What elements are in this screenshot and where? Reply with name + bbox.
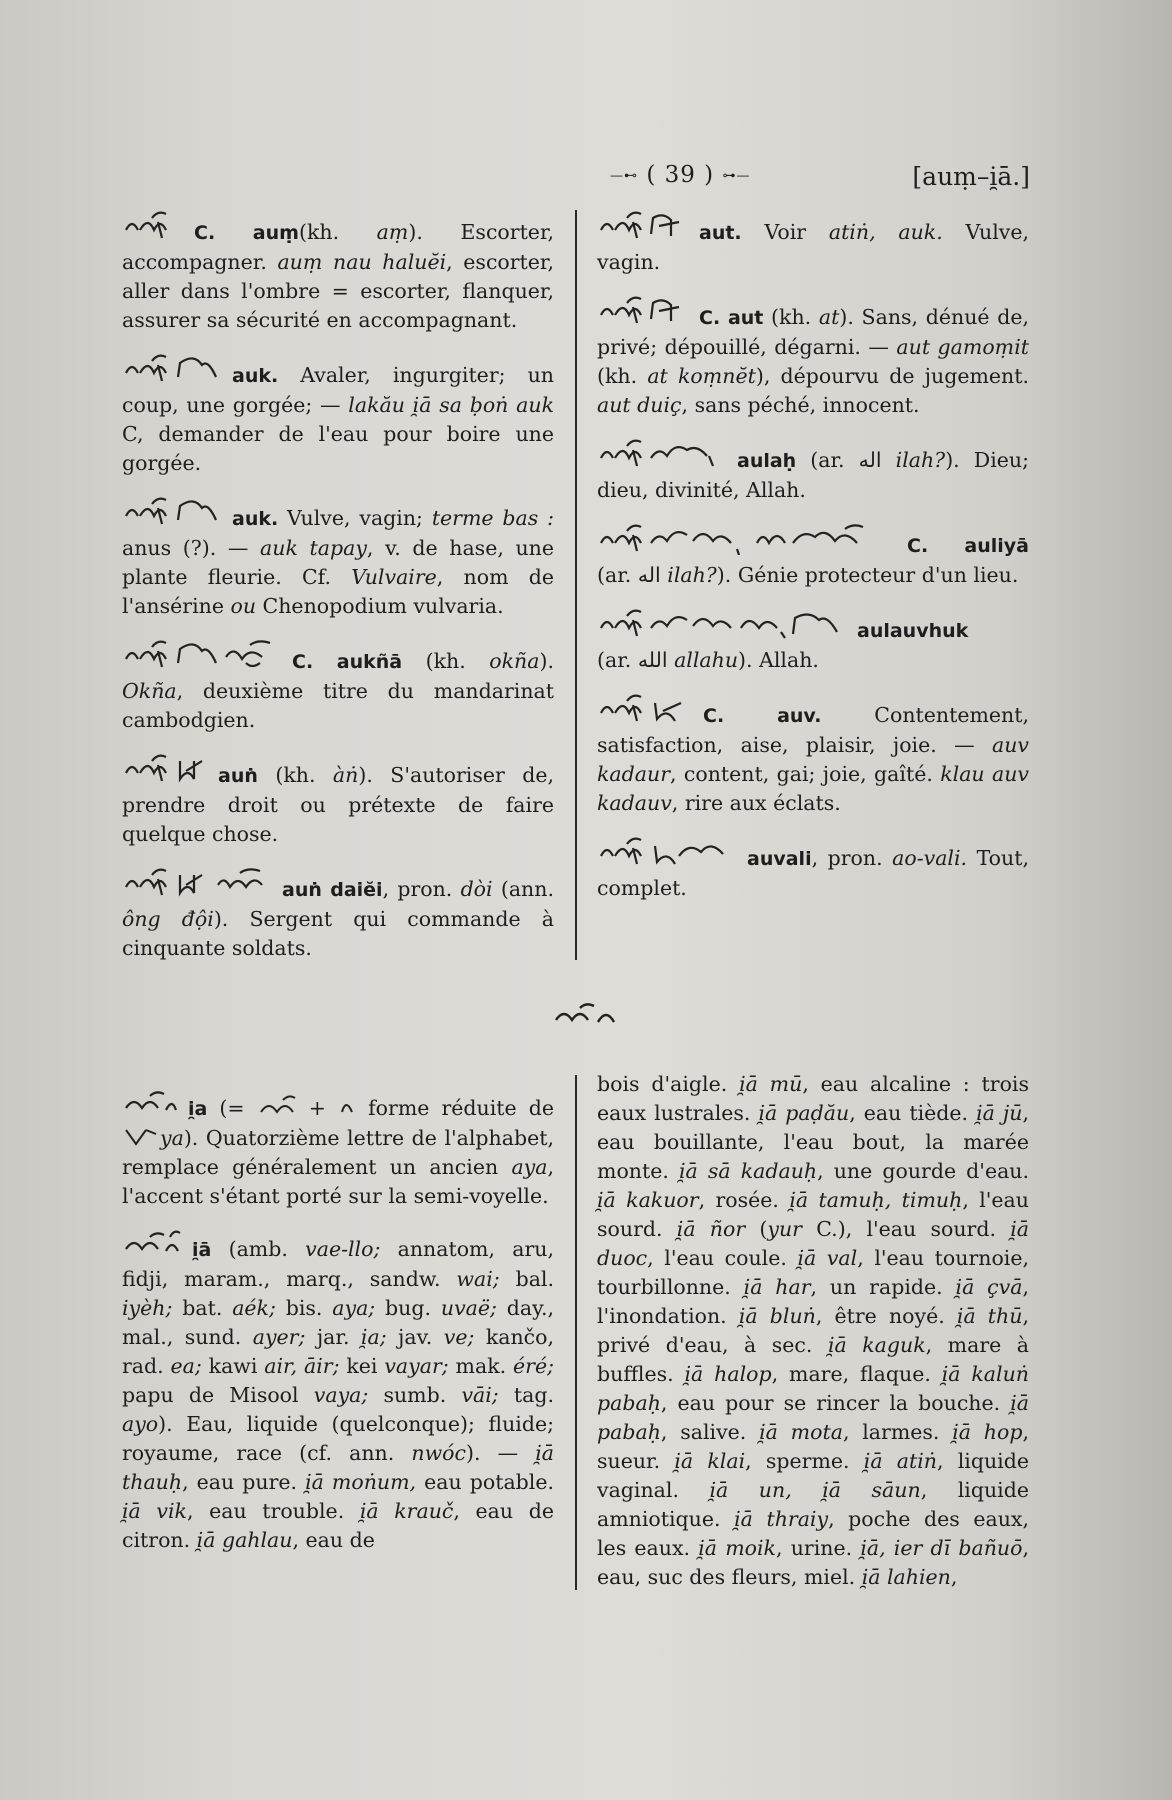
- entry-auk-1: [122, 351, 554, 478]
- cham-script-glyph: [122, 751, 208, 785]
- entry-italic: auv kadaur: [597, 733, 1029, 786]
- entry-italic: vaya;: [313, 1383, 369, 1407]
- entry-text: , rire aux éclats.: [671, 791, 841, 815]
- entry-italic: i̯ā hop: [952, 1420, 1023, 1444]
- entry-text: ). S'autoriser de, prendre droit ou prétexte de faire quelque chose.: [122, 763, 555, 846]
- entry-text: Tout, complet.: [597, 846, 1029, 900]
- entry-italic: i̯ā har: [743, 1275, 811, 1299]
- entry-text: bat.: [172, 1296, 233, 1320]
- entry-text: ). Génie protecteur d'un lieu.: [716, 563, 1019, 587]
- entry-italic: auṃ nau haluĕi: [277, 250, 447, 274]
- ornament-left: —⊷: [610, 168, 638, 184]
- entry-auv: [597, 691, 1029, 818]
- cham-script-glyph: [597, 834, 737, 868]
- page-number: [610, 162, 750, 188]
- entry-text: , eau trouble.: [186, 1499, 360, 1523]
- entry-text: mak.: [448, 1354, 514, 1378]
- headword: aulauvhuk: [857, 620, 969, 642]
- entry-italic: i̯ā duoc: [597, 1217, 1029, 1270]
- entry-text: ). Escorter, accompagner.: [122, 220, 555, 274]
- entry-text: bis.: [275, 1296, 333, 1320]
- cham-script-glyph: [597, 606, 847, 640]
- arabic-word: اله: [637, 563, 661, 587]
- headword: aut.: [699, 222, 742, 244]
- cham-script-glyph: [257, 1094, 297, 1118]
- ornament-right: ⊶—: [722, 168, 751, 184]
- entry-text: , eau bouillante, l'eau bout, la marée monte.: [597, 1101, 1030, 1183]
- entry-italic: i̯ā lahien: [861, 1565, 951, 1589]
- entry-text: Vulve, vagin;: [278, 506, 432, 530]
- entry-text: annatom, aru, fidji, maram., marq., sandw.: [122, 1237, 554, 1291]
- entry-italic: vāi;: [461, 1383, 499, 1407]
- entry-text: , salive.: [660, 1420, 760, 1444]
- entry-text: , sperme.: [745, 1449, 864, 1473]
- entry-italic: Okña: [122, 679, 177, 703]
- entry-text: ). Sergent qui commande à cinquante soldats.: [122, 907, 554, 960]
- entry-text: , rosée.: [698, 1188, 790, 1212]
- entry-text: anus (?). —: [122, 536, 261, 560]
- entry-text: , une gourde d'eau.: [817, 1159, 1030, 1183]
- entry-text: (kh.: [402, 649, 490, 673]
- cham-script-glyph: [597, 208, 689, 242]
- entry-italic: i̯ā pabaḥ: [597, 1391, 1029, 1444]
- headword: C. auliyā: [907, 535, 1029, 557]
- entry-text: ), dépourvu de jugement.: [755, 364, 1029, 388]
- entry-italic: i̯a;: [360, 1325, 387, 1349]
- entry-italic: vayar;: [384, 1354, 449, 1378]
- entry-ia: [122, 1088, 554, 1211]
- entry-italic: i̯ā thraiy: [734, 1507, 829, 1531]
- entry-text: , eau pure.: [182, 1470, 306, 1494]
- entry-italic: aya: [511, 1155, 548, 1179]
- entry-text: (kh.: [597, 364, 648, 388]
- entry-text: , larmes.: [842, 1420, 953, 1444]
- headword: i̯a: [188, 1098, 208, 1120]
- cham-script-glyph: [597, 436, 727, 470]
- entry-text: , l'eau sourd.: [597, 1188, 1029, 1241]
- headword: auṅ: [218, 765, 258, 787]
- entry-text: kawi: [201, 1354, 265, 1378]
- entry-italic: air, āir;: [264, 1354, 340, 1378]
- entry-text: (kh.: [763, 305, 819, 329]
- entry-text: , v. de hase, une plante fleurie. Cf.: [122, 536, 555, 589]
- entry-italic: ilah?: [660, 563, 717, 587]
- headword: i̯ā: [192, 1239, 212, 1261]
- entry-auk-2: [122, 494, 554, 621]
- entry-text: , mare, flaque.: [771, 1362, 942, 1386]
- entry-italic: uvaë;: [440, 1296, 497, 1320]
- entry-text: , pron.: [382, 877, 461, 901]
- entry-auliya: [597, 521, 1029, 590]
- entry-iaa: [122, 1227, 554, 1555]
- entry-italic: i̯ā, ier dī bañuō: [860, 1536, 1023, 1560]
- cham-script-glyph: [122, 351, 222, 385]
- entry-italic: i̯ā kaluṅ pabaḥ: [597, 1362, 1029, 1415]
- entry-text: , l'inondation.: [597, 1275, 1029, 1328]
- entry-italic: yur: [767, 1217, 802, 1241]
- entry-text: papu de Misool: [122, 1383, 314, 1407]
- cham-script-glyph: [597, 691, 693, 725]
- entry-text: forme réduite de: [356, 1096, 554, 1120]
- cham-script-glyph: [338, 1094, 356, 1118]
- entry-text: , eau pour se rincer la bouche.: [660, 1391, 1011, 1415]
- page-number-text: ( 39 ): [646, 162, 715, 188]
- entry-italic: at koṃnĕt: [647, 364, 756, 388]
- headword: aulaḥ: [737, 450, 797, 472]
- entry-italic: i̯ā moṅum,: [305, 1470, 417, 1494]
- entry-italic: i̯ā mū: [739, 1072, 803, 1096]
- entry-text: (=: [207, 1096, 257, 1120]
- entry-italic: okña: [489, 649, 540, 673]
- entry-text: jar.: [305, 1325, 361, 1349]
- entry-text: Avaler, ingurgiter; un coup, une gorgée; —: [122, 363, 554, 417]
- entry-italic: iyèh;: [122, 1296, 173, 1320]
- arabic-word: الله: [637, 648, 668, 672]
- entry-text: , liquide amniotique.: [597, 1478, 1029, 1531]
- entry-text: , sueur.: [597, 1420, 1030, 1473]
- cham-script-glyph: [122, 1088, 178, 1118]
- entry-text: , sans péché, innocent.: [681, 393, 920, 417]
- entry-text: ,: [950, 1565, 958, 1589]
- entry-italic: i̯ā klai: [674, 1449, 746, 1473]
- cham-script-glyph: [122, 865, 272, 899]
- entry-italic: àṅ: [332, 763, 359, 787]
- entry-italic: Vulvaire: [351, 565, 437, 589]
- entry-italic: lakău i̯ā sa ḅoṅ auk: [348, 393, 554, 417]
- entry-italic: éré;: [513, 1354, 554, 1378]
- entry-italic: i̯ā val: [797, 1246, 858, 1270]
- entry-aut-2: [597, 293, 1029, 420]
- entry-text: (ar.: [597, 563, 638, 587]
- entry-italic: aék;: [232, 1296, 276, 1320]
- entry-italic: ông đội: [122, 907, 214, 931]
- entry-italic: ea;: [170, 1354, 202, 1378]
- entry-italic: aut gamoṃit: [896, 335, 1029, 359]
- entry-italic: i̯ā çvā: [955, 1275, 1023, 1299]
- entry-text: Chenopodium vulvaria.: [256, 594, 504, 618]
- entry-italic: ao-vali.: [892, 846, 968, 870]
- entry-text: (kh.: [257, 763, 333, 787]
- entry-text: (ar.: [796, 448, 859, 472]
- entry-text: Vulve, vagin.: [597, 220, 1029, 274]
- entry-text: day., mal., sund.: [122, 1296, 555, 1349]
- entry-italic: i̯ā paḍău: [758, 1101, 850, 1125]
- entry-italic: ve;: [443, 1325, 475, 1349]
- entry-text: , être noyé.: [815, 1304, 957, 1328]
- headword: C. auṃ: [194, 222, 299, 244]
- entry-italic: atiṅ, auk.: [828, 220, 943, 244]
- entry-text: , urine.: [775, 1536, 861, 1560]
- entry-iaa-continued: [597, 1070, 1029, 1592]
- left-column: [122, 208, 554, 979]
- cham-script-glyph: [122, 637, 282, 671]
- entry-text: , mare à buffles.: [597, 1333, 1029, 1386]
- entry-italic: at: [818, 305, 840, 329]
- entry-text: , pron.: [811, 846, 893, 870]
- entry-text: eau potable.: [416, 1470, 554, 1494]
- entry-text: , eau de: [292, 1528, 375, 1552]
- entry-aun-daiei: [122, 865, 554, 963]
- section-letter-glyph: [552, 1000, 620, 1034]
- entry-text: bois d'aigle.: [597, 1072, 740, 1096]
- entry-italic: klau auv kadauv: [597, 762, 1029, 815]
- entry-aut-1: [597, 208, 1029, 277]
- entry-text: kei: [339, 1354, 385, 1378]
- entry-italic: ayer;: [252, 1325, 306, 1349]
- cham-script-glyph: [597, 293, 689, 327]
- headword: C. aukñā: [292, 651, 403, 673]
- cham-script-glyph: [122, 1124, 160, 1148]
- entry-italic: i̯ā ñor: [676, 1217, 746, 1241]
- page-header: [120, 162, 1040, 202]
- entry-italic: i̯ā kakuor: [597, 1188, 699, 1212]
- entry-italic: i̯ā krauč: [359, 1499, 454, 1523]
- entry-text: (ann.: [492, 877, 554, 901]
- bottom-left-column: [122, 1088, 554, 1571]
- entry-text: ). Allah.: [738, 648, 819, 672]
- entry-text: ). —: [465, 1441, 536, 1465]
- column-rule-bottom: [575, 1075, 577, 1590]
- entry-italic: i̯ā thauḥ: [122, 1441, 554, 1494]
- cham-script-glyph: [597, 521, 897, 555]
- entry-italic: i̯ā vik: [122, 1499, 187, 1523]
- entry-italic: i̯ā atiṅ: [863, 1449, 937, 1473]
- entry-text: +: [296, 1096, 339, 1120]
- entry-text: , liquide vaginal.: [597, 1449, 1029, 1502]
- entry-text: tag.: [498, 1383, 554, 1407]
- entry-text: ).: [539, 649, 554, 673]
- entry-italic: i̯ā kaguk: [827, 1333, 926, 1357]
- entry-text: , l'accent s'étant porté sur la semi-voyelle.: [122, 1155, 554, 1208]
- entry-italic: i̯ā jū: [976, 1101, 1023, 1125]
- entry-italic: terme bas :: [431, 506, 555, 530]
- entry-text: , privé d'eau, à sec.: [597, 1304, 1029, 1357]
- entry-text: , l'eau coule.: [647, 1246, 798, 1270]
- entry-italic: i̯ā gahlau: [196, 1528, 293, 1552]
- entry-text: , nom de l'ansérine: [122, 565, 554, 618]
- right-column: [597, 208, 1029, 919]
- entry-italic: i̯ā un, i̯ā sāun: [709, 1478, 921, 1502]
- entry-italic: vae-llo;: [305, 1237, 381, 1261]
- entry-text: (amb.: [211, 1237, 306, 1261]
- entry-text: , un rapide.: [810, 1275, 956, 1299]
- entry-italic: i̯ā halop: [684, 1362, 772, 1386]
- entry-text: (ar.: [597, 648, 638, 672]
- entry-italic: auk tapay: [260, 536, 367, 560]
- entry-italic: i̯ā mota: [759, 1420, 843, 1444]
- entry-text: C.), l'eau sourd.: [801, 1217, 1011, 1241]
- cham-script-glyph: [122, 1227, 182, 1259]
- headword: auk.: [232, 508, 279, 530]
- entry-text: , content, gai; joie, gaîté.: [670, 762, 941, 786]
- entry-text: ). Dieu; dieu, divinité, Allah.: [597, 448, 1030, 502]
- entry-text: ). Sans, dénué de, privé; dépouillé, dégarni. —: [597, 305, 1029, 359]
- cham-script-glyph: [122, 494, 222, 528]
- entry-aulah: [597, 436, 1029, 505]
- entry-text: (: [745, 1217, 768, 1241]
- entry-italic: allahu: [667, 648, 739, 672]
- entry-italic: aut duiç: [597, 393, 682, 417]
- arabic-word: اله: [858, 448, 882, 472]
- entry-text: bal.: [499, 1267, 555, 1291]
- entry-text: (kh.: [298, 220, 377, 244]
- entry-italic: ou: [230, 594, 257, 618]
- headword: auvali: [747, 848, 812, 870]
- entry-text: , l'eau tournoie, tourbillonne.: [597, 1246, 1029, 1299]
- headword: auk.: [232, 365, 279, 387]
- entry-text: , eau de citron.: [122, 1499, 554, 1552]
- column-rule-top: [575, 210, 577, 960]
- entry-italic: ayo: [122, 1412, 159, 1436]
- entry-text: sumb.: [368, 1383, 462, 1407]
- entry-text: , eau, suc des fleurs, miel.: [597, 1536, 1029, 1589]
- entry-italic: ya: [160, 1126, 184, 1150]
- entry-text: kančo, rad.: [122, 1325, 555, 1378]
- entry-italic: i̯ā tamuḥ, timuḥ: [789, 1188, 963, 1212]
- headword: C. auv.: [703, 705, 822, 727]
- entry-italic: i̯ā bluṅ: [738, 1304, 816, 1328]
- headword: auṅ daiĕi: [282, 879, 383, 901]
- entry-italic: wai;: [456, 1267, 500, 1291]
- entry-italic: i̯ā moik: [698, 1536, 776, 1560]
- entry-italic: i̯ā thū: [956, 1304, 1023, 1328]
- entry-aulauvhuk: [597, 606, 1029, 675]
- entry-italic: aṃ: [376, 220, 409, 244]
- entry-aukna: [122, 637, 554, 735]
- entry-text: , deuxième titre du mandarinat cambodgien.: [122, 679, 554, 732]
- entry-italic: dòi: [460, 877, 493, 901]
- entry-text: , eau alcaline : trois eaux lustrales.: [597, 1072, 1029, 1125]
- entry-italic: ilah?: [881, 448, 946, 472]
- entry-auvali: [597, 834, 1029, 903]
- entry-text: C, demander de l'eau pour boire une gorgée.: [122, 422, 554, 475]
- entry-italic: nwóc: [411, 1441, 466, 1465]
- entry-text: jav.: [386, 1325, 444, 1349]
- cham-script-glyph: [122, 208, 184, 242]
- headword: C. aut: [699, 307, 764, 329]
- entry-text: , escorter, aller dans l'ombre = escorter, flanquer, assurer sa sécurité en accompagnant.: [122, 250, 554, 332]
- entry-text: , eau tiède.: [849, 1101, 977, 1125]
- entry-text: bug.: [375, 1296, 441, 1320]
- entry-text: ). Eau, liquide (quelconque); fluide; royaume, race (cf. ann.: [122, 1412, 554, 1465]
- entry-text: ). Quatorzième lettre de l'alphabet, remplace généralement un ancien: [122, 1126, 554, 1179]
- entry-text: , poche des eaux, les eaux.: [597, 1507, 1029, 1560]
- entry-aum: [122, 208, 554, 335]
- bottom-right-column: [597, 1070, 1029, 1608]
- running-head: [auṃ–i̯ā.]: [912, 162, 1030, 191]
- entry-italic: aya;: [332, 1296, 376, 1320]
- entry-text: Contentement, satisfaction, aise, plaisir, joie. —: [597, 703, 1029, 757]
- entry-italic: i̯ā sā kadauḥ: [678, 1159, 818, 1183]
- entry-text: Voir: [741, 220, 829, 244]
- entry-aun: [122, 751, 554, 849]
